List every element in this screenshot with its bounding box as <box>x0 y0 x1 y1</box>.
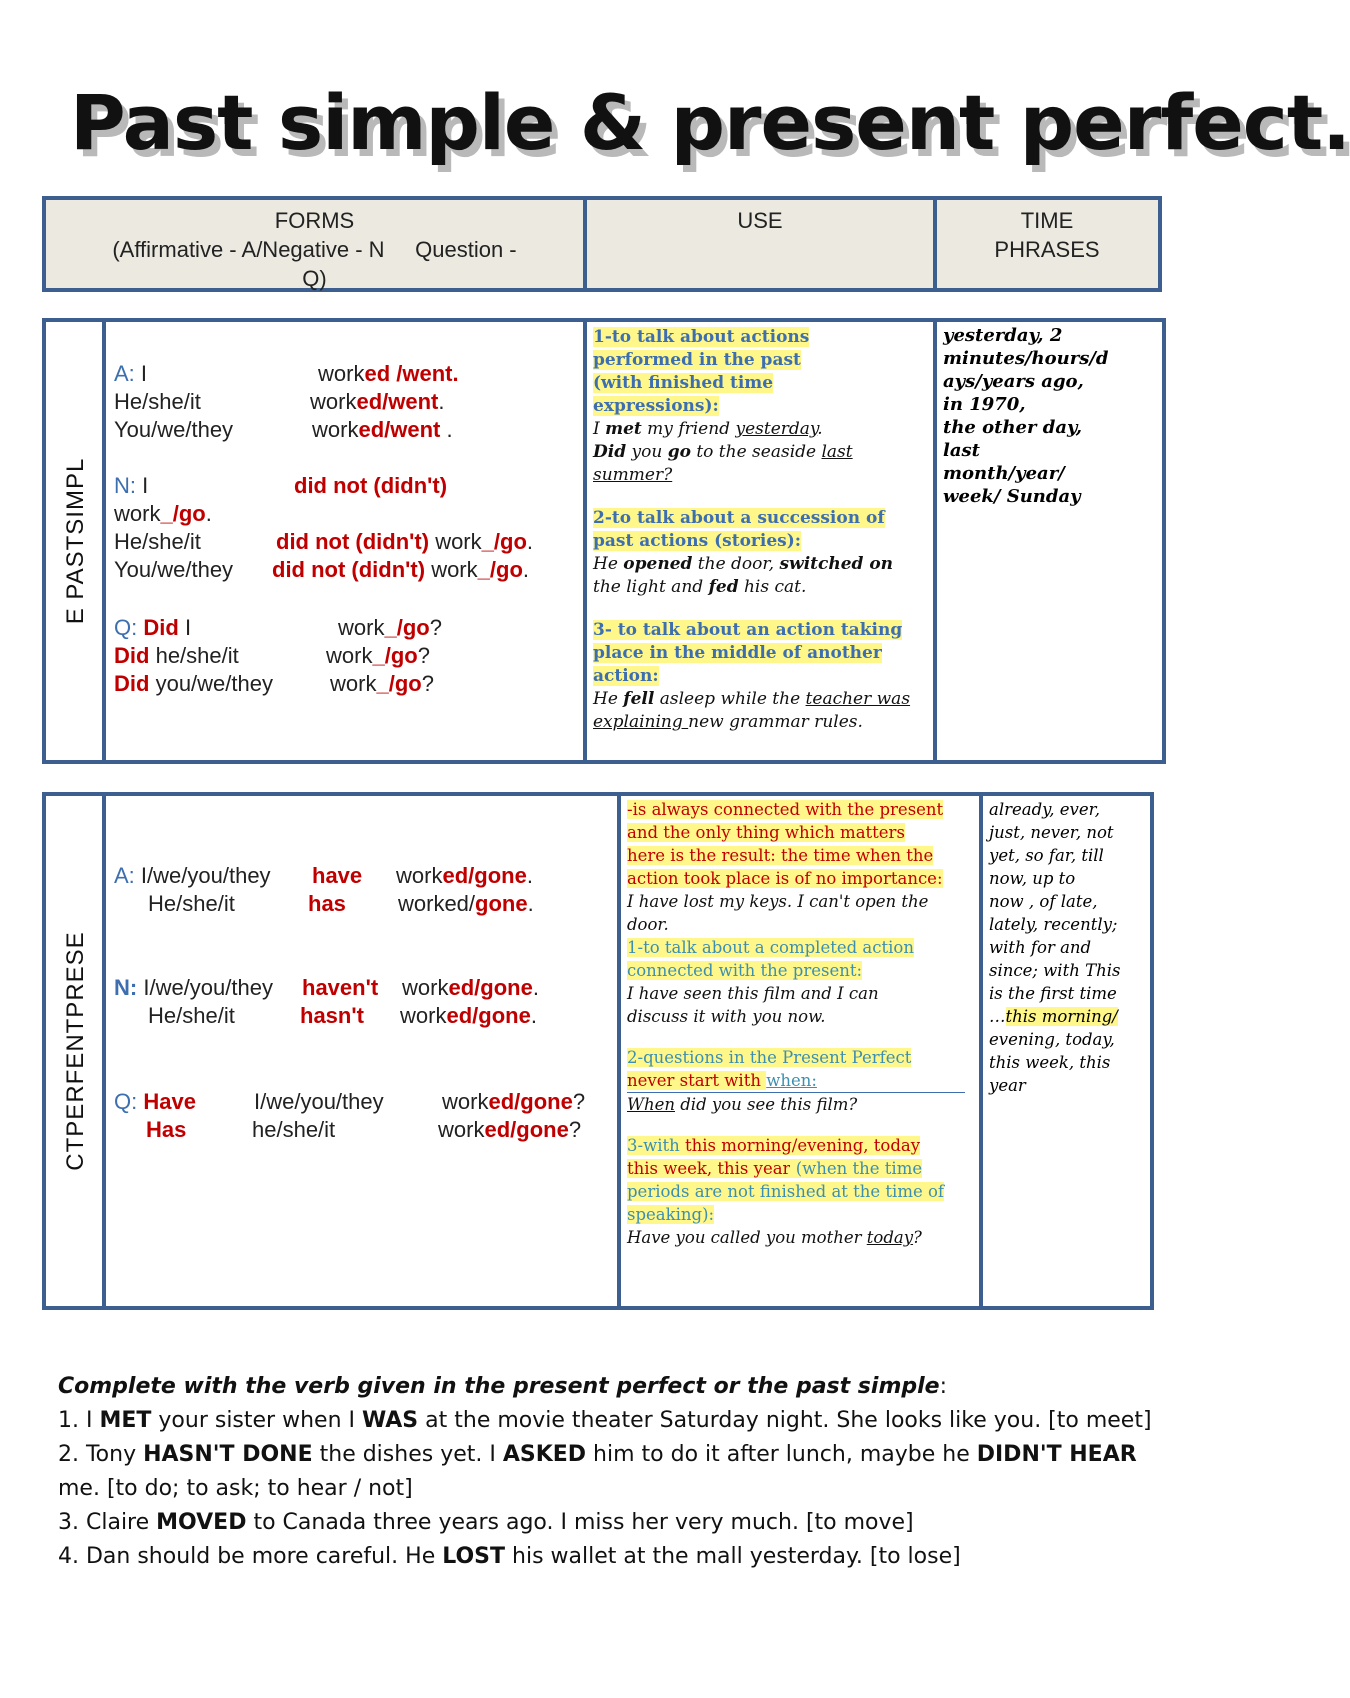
slash: / <box>382 389 389 414</box>
present-time-phrases <box>989 798 1154 1097</box>
verb-go: go <box>496 557 523 582</box>
time-phrase: already, ever, <box>989 800 1100 819</box>
sentence-text: to Canada three years ago. I miss her very much. [to move] <box>246 1510 914 1535</box>
subject: I/we/you/they <box>254 1089 384 1114</box>
verb-gone: gone <box>520 1089 573 1114</box>
time-phrase: now, up to <box>989 869 1076 888</box>
verb-ending: ed <box>364 361 391 386</box>
subject: you/we/they <box>155 671 273 696</box>
subject: He/she/it <box>114 529 201 554</box>
time-phrase: the other day, <box>943 417 1082 438</box>
answer: HASN'T DONE <box>143 1442 313 1467</box>
blank: _/ <box>477 557 496 582</box>
period: . <box>532 975 539 1000</box>
use-heading: performed in the past <box>593 350 801 370</box>
verb-base: work <box>310 389 357 414</box>
exercise-sentence-1 <box>58 1404 1158 1438</box>
verb-base: work <box>400 1003 447 1028</box>
verb-go: go <box>178 501 206 526</box>
use-heading: 2-to talk about a succession of <box>593 508 885 528</box>
slash: / <box>510 1117 517 1142</box>
subject: I/we/you/they <box>140 863 271 888</box>
header-forms-subtitle: (Affirmative - A/Negative - N Question - <box>112 237 517 262</box>
blank: _/ <box>384 615 403 640</box>
example-clause: teacher was <box>805 689 911 709</box>
example-text: the door, <box>692 554 780 574</box>
header-time-line1: TIME <box>1020 208 1074 233</box>
verb-ending: ed <box>446 1003 473 1028</box>
affirmative-marker: A: <box>114 361 135 386</box>
past-forms <box>110 322 580 762</box>
example-text: Have you called you mother <box>627 1228 867 1247</box>
time-phrase: just, never, not <box>989 823 1114 842</box>
time-phrase: last <box>943 440 980 461</box>
example-text: to the seaside <box>690 442 822 462</box>
period: . <box>526 863 533 888</box>
subject: He/she/it <box>148 1003 235 1028</box>
example-text: his cat. <box>738 577 807 597</box>
subject: He/she/it <box>148 891 235 916</box>
period: . <box>530 1003 537 1028</box>
example-time: summer? <box>593 465 673 485</box>
verb-gone: gone <box>516 1117 569 1142</box>
answer: MOVED <box>156 1510 247 1535</box>
header-time-phrases <box>937 206 1157 264</box>
example-text: ? <box>913 1228 922 1247</box>
time-phrase: this week, this <box>989 1053 1111 1072</box>
example-verb: go <box>667 442 691 462</box>
time-phrase: since; with This <box>989 961 1121 980</box>
time-phrase: in 1970, <box>943 394 1026 415</box>
time-phrase: yet, so far, till <box>989 846 1104 865</box>
period: . <box>205 501 212 526</box>
negative-aux: did not (didn't) <box>272 557 426 582</box>
negative-aux: did not (didn't) <box>294 473 448 498</box>
example-text: He <box>593 554 624 574</box>
aux-hasnt: hasn't <box>300 1003 364 1028</box>
verb-base: work <box>114 501 161 526</box>
example-verb: switched on <box>779 554 894 574</box>
aux-havent: haven't <box>302 975 379 1000</box>
time-phrase: ays/years ago, <box>943 371 1084 392</box>
use-heading: (when the time <box>790 1159 923 1178</box>
example-text: I have lost my keys. I can't open the <box>627 892 929 911</box>
verb-gone: gone <box>474 863 527 888</box>
use-heading: this morning/evening, today <box>684 1136 921 1155</box>
use-note: here is the result: the time when the <box>627 846 934 865</box>
example-verb: fed <box>708 577 739 597</box>
use-heading: action: <box>593 666 659 686</box>
verb-base: work <box>442 1089 489 1114</box>
use-heading: connected with the present: <box>627 961 863 980</box>
use-heading: place in the middle of another <box>593 643 882 663</box>
verb-go: go <box>390 643 418 668</box>
question-mark: ? <box>568 1117 582 1142</box>
verb-base: work <box>435 529 482 554</box>
past-use <box>593 326 931 734</box>
blank: _/ <box>376 671 395 696</box>
ellipsis: … <box>989 1007 1006 1026</box>
time-phrase: year <box>989 1076 1026 1095</box>
affirmative-marker: A: <box>114 863 135 888</box>
subject: You/we/they <box>114 557 234 582</box>
present-perfect-side-label: CTPERFENTPRESE <box>62 931 89 1171</box>
verb-ending: ed <box>484 1117 511 1142</box>
example-text: He <box>593 689 624 709</box>
exercise-sentence-2 <box>58 1438 1158 1506</box>
use-note: -is always connected with the present <box>627 800 944 819</box>
use-heading: this week, this year <box>627 1159 791 1178</box>
exercise-heading: Complete with the verb given in the present perfect or the past simple <box>58 1374 940 1399</box>
question-marker: Q: <box>114 1089 138 1114</box>
slash: / <box>472 1003 479 1028</box>
present-forms <box>110 796 615 1306</box>
period: . <box>527 891 534 916</box>
period: . <box>522 557 530 582</box>
time-phrase: month/year/ <box>943 463 1065 484</box>
example-time: today <box>866 1228 914 1247</box>
exercise-sentence-4 <box>58 1540 1158 1574</box>
use-heading: 1-to talk about a completed action <box>627 938 914 957</box>
verb-base: work <box>431 557 478 582</box>
period: . <box>438 389 445 414</box>
use-heading: 3-with <box>627 1136 685 1155</box>
question-mark: ? <box>429 615 442 640</box>
sentence-text: your sister when I <box>151 1408 362 1433</box>
use-heading: (with finished time <box>593 373 774 393</box>
question-marker: Q: <box>114 615 138 640</box>
aux-has: Has <box>146 1117 187 1142</box>
use-heading: 2-questions in the Present Perfect <box>627 1048 912 1067</box>
sentence-text: his wallet at the mall yesterday. [to lose] <box>505 1544 961 1569</box>
irregular-verb: went <box>402 361 453 386</box>
example-text: my friend <box>641 419 736 439</box>
negative-marker: N: <box>114 975 138 1000</box>
subject: I <box>142 473 149 498</box>
slash: / <box>514 1089 521 1114</box>
time-phrase: with for and <box>989 938 1092 957</box>
subject: You/we/they <box>114 417 234 442</box>
time-phrase: week/ Sunday <box>943 486 1081 507</box>
time-phrase: evening, today, <box>989 1030 1115 1049</box>
subject: he/she/it <box>155 643 239 668</box>
example-verb: Did <box>593 442 627 462</box>
exercise <box>58 1370 1158 1574</box>
verb-base: work <box>396 863 443 888</box>
past-time-phrases <box>943 324 1163 508</box>
aux-has: has <box>308 891 346 916</box>
negative-marker: N: <box>114 473 136 498</box>
subject: I <box>140 361 148 386</box>
verb-gone: gone <box>480 975 533 1000</box>
past-simple-table <box>42 318 1166 764</box>
subject: he/she/it <box>252 1117 336 1142</box>
sentence-text: 2. Tony <box>58 1442 144 1467</box>
sentence-text: the dishes yet. I <box>312 1442 503 1467</box>
sentence-text: at the movie theater Saturday night. She looks like you. [to meet] <box>418 1408 1152 1433</box>
verb-ending: ed <box>488 1089 515 1114</box>
use-heading: when: <box>766 1071 817 1090</box>
answer: MET <box>99 1408 152 1433</box>
time-phrase: minutes/hours/d <box>943 348 1109 369</box>
example-text: asleep while the <box>654 689 806 709</box>
page-title: Past simple & present perfect. <box>70 78 1350 167</box>
question-mark: ? <box>421 671 434 696</box>
verb-ending: ed <box>442 863 469 888</box>
exercise-sentence-3 <box>58 1506 1158 1540</box>
example-text: door. <box>627 915 669 934</box>
time-phrase: lately, recently; <box>989 915 1118 934</box>
time-phrase: yesterday, 2 <box>943 325 1063 346</box>
verb-base: work <box>438 1117 485 1142</box>
subject: He/she/it <box>114 389 201 414</box>
sentence-text: 1. I <box>58 1408 100 1433</box>
irregular-verb: went <box>388 389 439 414</box>
verb-base: work <box>318 361 365 386</box>
aux-have: have <box>312 863 363 888</box>
slash: / <box>390 361 403 386</box>
header-forms-subtitle-end: Q) <box>302 266 327 291</box>
use-heading: never start with <box>627 1071 767 1090</box>
use-heading: 3- to talk about an action taking <box>593 620 903 640</box>
slash: / <box>474 975 481 1000</box>
verb-ending: ed <box>356 389 383 414</box>
example-text: did you see this film? <box>674 1095 858 1114</box>
slash: / <box>468 863 475 888</box>
verb-base: work <box>326 643 373 668</box>
sentence-text: 4. Dan should be more careful. He <box>58 1544 443 1569</box>
verb-base: work <box>312 417 359 442</box>
verb-ending: ed <box>358 417 385 442</box>
time-phrase: this morning/ <box>1005 1007 1118 1026</box>
question-mark: ? <box>572 1089 586 1114</box>
blank: _/ <box>160 501 179 526</box>
example-text: new grammar rules. <box>688 712 863 732</box>
verb-go: go <box>402 615 430 640</box>
period: . <box>526 529 534 554</box>
sentence-text: me. [to do; to ask; to hear / not] <box>58 1476 413 1501</box>
example-clause: explaining <box>593 712 689 732</box>
header-forms <box>46 206 583 293</box>
past-simple-side-label: E PASTSIMPL <box>62 457 89 625</box>
irregular-verb: went <box>390 417 441 442</box>
time-phrase: is the first time <box>989 984 1117 1003</box>
example-text: the light and <box>593 577 709 597</box>
answer: ASKED <box>502 1442 587 1467</box>
example-verb: opened <box>623 554 693 574</box>
verb-base: work <box>338 615 385 640</box>
answer: DIDN'T HEAR <box>976 1442 1137 1467</box>
exercise-heading-colon: : <box>939 1374 948 1399</box>
header-forms-title: FORMS <box>274 208 355 233</box>
verb-base: work <box>402 975 449 1000</box>
example-text: When <box>627 1095 675 1114</box>
slash: / <box>468 891 476 916</box>
blank: _/ <box>372 643 391 668</box>
header-time-line2: PHRASES <box>994 237 1100 262</box>
example-text: I <box>593 419 606 439</box>
subject: I <box>184 615 192 640</box>
present-perfect-table <box>42 792 1154 1310</box>
answer: WAS <box>362 1408 419 1433</box>
question-aux: Did <box>114 643 150 668</box>
use-note: action took place is of no importance: <box>627 869 943 888</box>
blank: _/ <box>481 529 500 554</box>
use-heading: past actions (stories): <box>593 531 802 551</box>
period: . <box>452 361 459 386</box>
verb-worked: worked <box>398 891 469 916</box>
verb-base: work <box>330 671 377 696</box>
question-aux: Did <box>143 615 179 640</box>
example-verb: met <box>605 419 642 439</box>
aux-have: Have <box>143 1089 196 1114</box>
example-verb: fell <box>623 689 655 709</box>
example-time: yesterday <box>735 419 818 439</box>
example-text: discuss it with you now. <box>627 1007 826 1026</box>
negative-aux: did not (didn't) <box>276 529 430 554</box>
verb-ending: ed <box>448 975 475 1000</box>
present-use <box>627 798 977 1249</box>
use-heading: expressions): <box>593 396 719 416</box>
example-text: you <box>626 442 668 462</box>
question-aux: Did <box>114 671 150 696</box>
example-time: last <box>821 442 853 462</box>
verb-go: go <box>500 529 527 554</box>
use-heading: speaking): <box>627 1205 715 1224</box>
period: . <box>440 417 453 442</box>
subject: I/we/you/they <box>143 975 273 1000</box>
verb-gone: gone <box>475 891 528 916</box>
answer: LOST <box>442 1544 506 1569</box>
time-phrase: now , of late, <box>989 892 1098 911</box>
header-table <box>42 196 1162 292</box>
verb-gone: gone <box>478 1003 531 1028</box>
use-heading: 1-to talk about actions <box>593 327 810 347</box>
slash: / <box>384 417 391 442</box>
example-text: I have seen this film and I can <box>627 984 879 1003</box>
header-use: USE <box>737 208 783 233</box>
use-note: and the only thing which matters <box>627 823 905 842</box>
sentence-text: him to do it after lunch, maybe he <box>586 1442 977 1467</box>
verb-go: go <box>394 671 422 696</box>
sentence-text: 3. Claire <box>58 1510 157 1535</box>
example-text: . <box>817 419 823 439</box>
use-heading: periods are not finished at the time of <box>627 1182 945 1201</box>
question-mark: ? <box>417 643 430 668</box>
